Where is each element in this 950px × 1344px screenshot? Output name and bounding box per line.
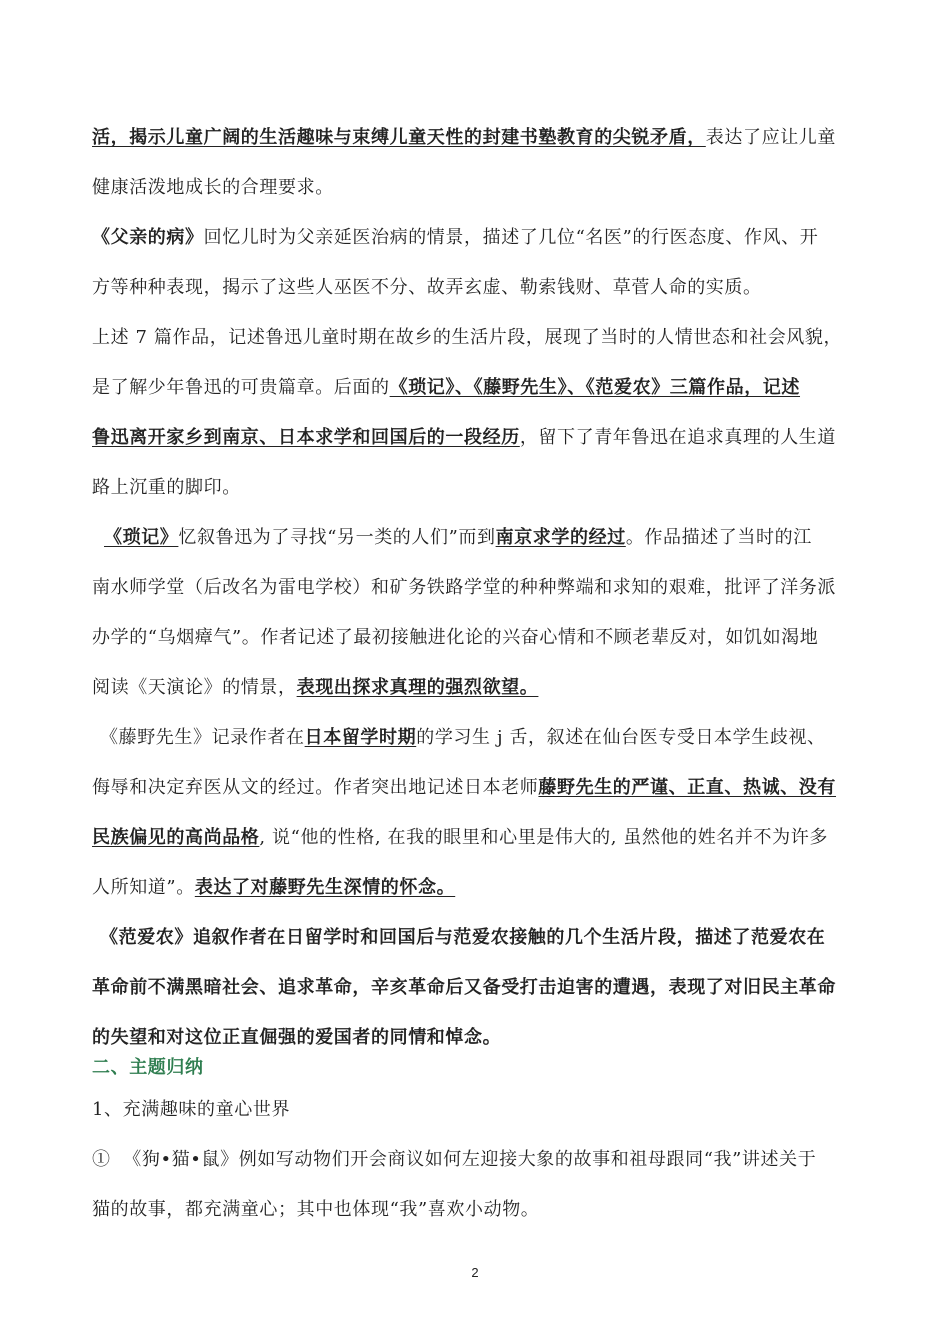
emphasis-text: 民族偏见的高尚品格 — [92, 827, 260, 848]
text-line — [92, 676, 538, 700]
text-line — [92, 126, 836, 150]
body-text: 忆叙鲁迅为了寻找“另一类的人们”而到 — [178, 527, 496, 548]
body-text: 办学的“乌烟瘴气”。作者记述了最初接触进化论的兴奋心情和不顾老辈反对，如饥如渴地 — [92, 627, 819, 648]
text-line — [92, 876, 455, 900]
bold-text: 革命前不满黑暗社会、追求革命，辛亥革命后又备受打击迫害的遭遇，表现了对旧民主革命 — [92, 977, 836, 998]
text-line — [92, 276, 762, 300]
text-line — [92, 176, 334, 200]
emphasis-text: 活，揭示儿童广阔的生活趣味与束缚儿童天性的封建书塾教育的尖锐矛盾， — [92, 127, 706, 148]
body-text: 南水师学堂（后改名为雷电学校）和矿务铁路学堂的种种弊端和求知的艰难，批评了洋务派 — [92, 577, 836, 598]
emphasis-text: 日本留学时期 — [304, 727, 417, 748]
body-text: 侮辱和决定弃医从文的经过。作者突出地记述日本老师 — [92, 777, 539, 798]
emphasis-text: 藤野先生的严谨、正直、热诚、没有 — [538, 777, 837, 798]
body-text: 方等种种表现，揭示了这些人巫医不分、故弄玄虚、勒索钱财、草菅人命的实质。 — [92, 277, 762, 298]
body-text: 《狗•猫•鼠》例如写动物们开会商议如何左迎接大象的故事和祖母跟同“我”讲述关于 — [123, 1149, 817, 1170]
text-line — [92, 976, 836, 1000]
text-line — [92, 1026, 501, 1050]
emphasis-text: 表达了对藤野先生深情的怀念。 — [194, 877, 456, 898]
text-line — [104, 526, 812, 550]
text-line — [100, 926, 825, 950]
body-text: 猫的故事，都充满童心；其中也体现“我”喜欢小动物。 — [92, 1199, 540, 1220]
body-text: ，留下了青年鲁迅在追求真理的人生道 — [519, 427, 837, 448]
emphasis-text: 表现出探求真理的强烈欲望。 — [296, 677, 539, 698]
text-line — [92, 626, 818, 650]
body-text: 健康活泼地成长的合理要求。 — [92, 177, 334, 198]
text-line — [92, 376, 800, 400]
text-line — [92, 226, 818, 250]
sub-heading: 1、充满趣味的童心世界 — [92, 1099, 291, 1120]
emphasis-text: 鲁迅离开家乡到南京、日本求学和回国后的一段经历 — [92, 427, 520, 448]
section-heading: 二、主题归纳 — [92, 1057, 204, 1078]
list-item-continued — [92, 1198, 539, 1222]
bold-text: 的失望和对这位正直倔强的爱国者的同情和悼念。 — [92, 1027, 502, 1048]
emphasis-text: 南京求学的经过 — [495, 527, 626, 548]
work-title: 《琐记》 — [104, 527, 179, 548]
body-text: 《藤野先生》记录作者在 — [100, 727, 305, 748]
body-text: 回忆儿时为父亲延医治病的情景，描述了几位“名医”的行医态度、作风、开 — [203, 227, 819, 248]
body-text: 的学习生 j 舌，叙述在仙台医专受日本学生歧视、 — [416, 727, 826, 748]
text-line — [92, 426, 836, 450]
text-line — [100, 726, 826, 750]
body-text: 人所知道”。 — [92, 877, 195, 898]
work-title: 《父亲的病》 — [92, 227, 204, 248]
text-line — [92, 476, 241, 500]
page-number: 2 — [471, 1265, 479, 1280]
circled-number: ① — [92, 1149, 111, 1170]
body-text: 路上沉重的脚印。 — [92, 477, 241, 498]
bold-text: 《范爱农》追叙作者在日留学时和回国后与范爱农接触的几个生活片段，描述了范爱农在 — [100, 927, 826, 948]
emphasis-text: 《琐记》、《藤野先生》、《范爱农》三篇作品，记述 — [389, 377, 801, 398]
body-text: 阅读《天演论》的情景， — [92, 677, 297, 698]
text-line — [92, 326, 842, 350]
body-text: 表达了应让儿童 — [705, 127, 836, 148]
body-text: , 说“他的性格, 在我的眼里和心里是伟大的, 虽然他的姓名并不为许多 — [259, 827, 828, 848]
body-text: 。作品描述了当时的江 — [625, 527, 812, 548]
list-item — [92, 1148, 816, 1172]
text-line — [92, 576, 836, 600]
body-text: 上述 7 篇作品，记述鲁迅儿童时期在故乡的生活片段，展现了当时的人情世态和社会风貌， — [92, 327, 843, 348]
text-line — [92, 776, 836, 800]
body-text: 是了解少年鲁迅的可贵篇章。后面的 — [92, 377, 390, 398]
text-line — [92, 826, 828, 850]
